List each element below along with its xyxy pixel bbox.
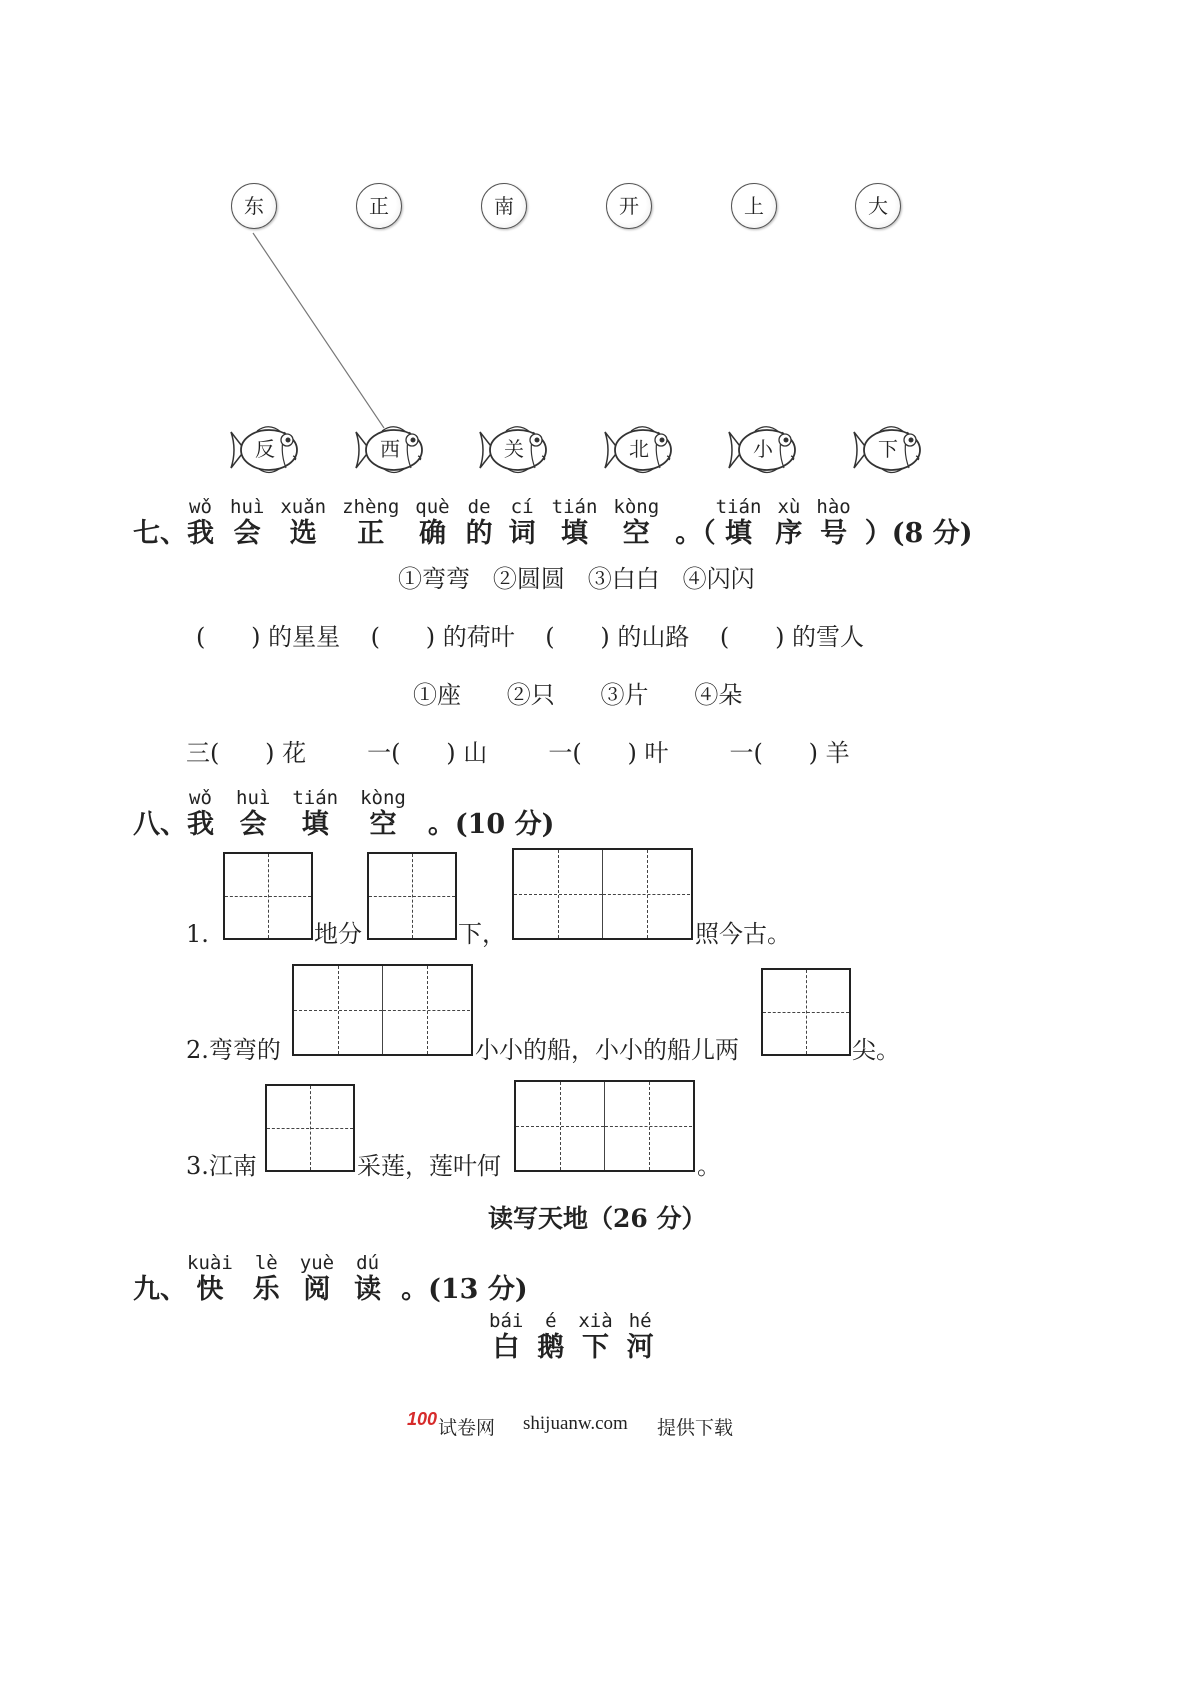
writing-grid[interactable]	[265, 1084, 355, 1172]
pinyin: wǒ	[189, 787, 212, 809]
fill-blank-row: 三( ) 花 一( ) 山 一( ) 叶 一( ) 羊	[186, 739, 850, 767]
hanzi: 我	[187, 809, 214, 840]
ruby-char	[537, 1311, 564, 1365]
section-number: 七、	[133, 518, 187, 549]
site-url[interactable]: shijuanw.com	[523, 1413, 628, 1434]
hanzi: 确	[418, 518, 446, 549]
heading-score: 。(10 分)	[427, 809, 555, 840]
ruby-char	[280, 497, 326, 551]
pinyin: yuè	[299, 1252, 335, 1274]
top-char: 上	[744, 194, 764, 218]
hanzi: 白	[492, 1332, 520, 1363]
pinyin: wǒ	[189, 496, 212, 518]
ruby-char	[187, 788, 214, 842]
top-char: 大	[868, 194, 888, 218]
pinyin: zhèng	[342, 496, 400, 518]
ruby-char	[489, 1311, 523, 1365]
top-char-circle[interactable]	[356, 183, 402, 229]
writing-grid[interactable]	[514, 1080, 695, 1172]
match-line	[0, 0, 1191, 520]
pinyin: tián	[551, 496, 598, 518]
pinyin: xù	[777, 496, 801, 518]
top-char-circle[interactable]	[855, 183, 901, 229]
top-char-circle[interactable]	[231, 183, 277, 229]
ruby-char	[509, 497, 536, 551]
part-title: 读写天地（26 分）	[488, 1204, 707, 1233]
writing-grid[interactable]	[761, 968, 851, 1056]
fish-card[interactable]	[478, 424, 558, 476]
pinyin: bái	[489, 1310, 524, 1332]
ruby-char	[236, 788, 270, 842]
fish-card[interactable]	[354, 424, 434, 476]
section8-heading	[133, 788, 554, 842]
question-number: 1.	[186, 920, 209, 948]
options-line: ①弯弯 ②圆圆 ③白白 ④闪闪	[398, 565, 755, 593]
hanzi: 会	[233, 518, 261, 549]
question-text: 采莲，莲叶何	[357, 1152, 501, 1180]
ruby-char	[816, 497, 850, 551]
hanzi: 序	[775, 518, 803, 549]
story-title	[489, 1311, 668, 1365]
top-char: 南	[494, 194, 514, 218]
question-text: 照今古。	[695, 920, 791, 948]
top-char: 东	[244, 194, 264, 218]
section-number: 八、	[133, 809, 187, 840]
question-text: 小小的船，小小的船儿两	[475, 1036, 739, 1064]
pinyin: tián	[715, 496, 762, 518]
fish-card[interactable]	[603, 424, 683, 476]
hanzi: 鹅	[537, 1332, 565, 1363]
bottom-char: 关	[504, 437, 524, 461]
top-char-circle[interactable]	[731, 183, 777, 229]
heading-score: 。(13 分)	[401, 1274, 528, 1305]
bottom-char: 西	[380, 437, 400, 461]
ruby-char	[716, 497, 762, 551]
writing-grid[interactable]	[367, 852, 457, 940]
site-logo: 100	[407, 1409, 438, 1429]
ruby-char	[466, 497, 493, 551]
hanzi: 会	[239, 809, 267, 840]
hanzi: 阅	[303, 1274, 331, 1305]
hanzi: 词	[508, 518, 536, 549]
pinyin: kòng	[360, 787, 406, 809]
section7-heading	[133, 497, 973, 551]
site-name: 试卷网	[438, 1418, 496, 1439]
hanzi: 空	[369, 809, 397, 840]
top-char-circle[interactable]	[481, 183, 527, 229]
pinyin: què	[415, 496, 450, 518]
top-char: 正	[369, 194, 389, 218]
hanzi: 正	[357, 518, 385, 549]
bottom-char: 下	[878, 437, 898, 461]
writing-grid[interactable]	[292, 964, 473, 1056]
question-text: 2.弯弯的	[186, 1036, 281, 1064]
hanzi: 乐	[252, 1274, 280, 1305]
pinyin: dú	[356, 1252, 380, 1274]
pinyin: kòng	[613, 496, 660, 518]
section-number: 九、	[133, 1274, 187, 1305]
pinyin: hé	[628, 1310, 652, 1332]
fill-blank-row: ( ) 的星星 ( ) 的荷叶 ( ) 的山路 ( ) 的雪人	[196, 623, 865, 651]
ruby-char	[187, 497, 214, 551]
options-line: ①座 ②只 ③片 ④朵	[413, 681, 743, 709]
ruby-char	[300, 1253, 334, 1307]
fish-card[interactable]	[727, 424, 807, 476]
pinyin: cí	[510, 496, 534, 518]
section9-heading	[133, 1253, 528, 1307]
ruby-char	[342, 497, 399, 551]
pinyin: tián	[292, 787, 339, 809]
question-text: 。	[697, 1152, 721, 1180]
bottom-char: 北	[629, 437, 649, 461]
hanzi: 快	[196, 1274, 224, 1305]
ruby-char	[292, 788, 338, 842]
ruby-char	[627, 1311, 654, 1365]
ruby-char	[415, 497, 449, 551]
heading-score: ）(8 分)	[864, 518, 973, 549]
pinyin: é	[545, 1310, 557, 1332]
pinyin: lè	[254, 1252, 278, 1274]
hanzi: 号	[820, 518, 848, 549]
hanzi: 填	[561, 518, 588, 549]
top-char-circle[interactable]	[606, 183, 652, 229]
hanzi: 下	[581, 1332, 609, 1363]
footer-note: 提供下载	[657, 1418, 734, 1439]
writing-grid[interactable]	[512, 848, 693, 940]
hanzi: 空	[622, 518, 650, 549]
fish-card[interactable]	[229, 424, 309, 476]
ruby-char	[187, 1253, 233, 1307]
hanzi: 的	[465, 518, 493, 549]
hanzi: 选	[289, 518, 317, 549]
ruby-char	[354, 1253, 381, 1307]
fish-card[interactable]	[852, 424, 932, 476]
hanzi: 我	[187, 518, 214, 549]
hanzi: 河	[626, 1332, 654, 1363]
hanzi: 填	[301, 809, 329, 840]
ruby-char	[230, 497, 264, 551]
ruby-char	[578, 1311, 612, 1365]
writing-grid[interactable]	[223, 852, 313, 940]
pinyin: xuǎn	[280, 496, 327, 518]
ruby-char	[360, 788, 406, 842]
heading-mid: 。（	[675, 518, 716, 549]
question-text: 地分	[314, 920, 362, 948]
hanzi: 填	[725, 518, 753, 549]
ruby-char	[775, 497, 802, 551]
question-text: 尖。	[852, 1036, 900, 1064]
pinyin: huì	[236, 787, 271, 809]
bottom-char: 反	[255, 437, 275, 461]
top-char: 开	[619, 194, 639, 218]
pinyin: hào	[816, 496, 851, 518]
ruby-char	[552, 497, 598, 551]
question-text: 下，	[458, 920, 506, 948]
ruby-char	[613, 497, 659, 551]
ruby-char	[253, 1253, 280, 1307]
hanzi: 读	[354, 1274, 382, 1305]
question-text: 3.江南	[186, 1152, 257, 1180]
pinyin: huì	[230, 496, 265, 518]
pinyin: de	[467, 496, 491, 518]
pinyin: xià	[578, 1310, 613, 1332]
pinyin: kuài	[187, 1252, 233, 1274]
bottom-char: 小	[753, 437, 773, 461]
